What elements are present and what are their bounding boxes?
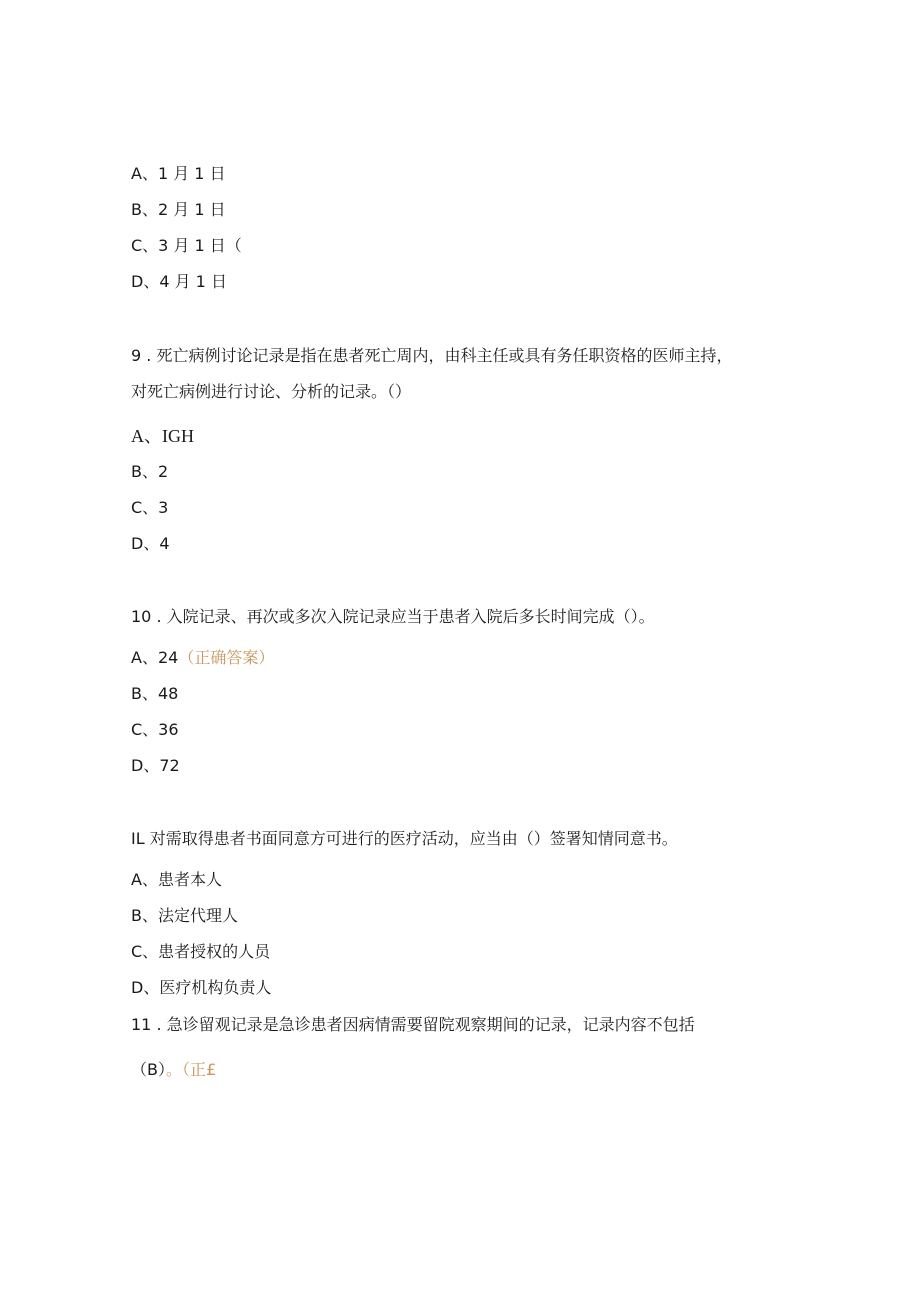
q11b-question-line2 — [131, 1059, 216, 1081]
q9-question-line2: 对死亡病例进行讨论、分析的记录。（） — [131, 382, 412, 401]
q11a-option-d: D、医疗机构负责人 — [131, 978, 272, 997]
q9-option-b: B、2 — [131, 462, 169, 481]
q10-option-a — [131, 647, 274, 669]
q11a-question: IL 对需取得患者书面同意方可进行的医疗活动，应当由（）签署知情同意书。 — [131, 829, 678, 848]
q11b-question-line1: 11 . 急诊留观记录是急诊患者因病情需要留院观察期间的记录，记录内容不包括 — [131, 1015, 695, 1034]
q11a-option-c: C、患者授权的人员 — [131, 942, 271, 961]
q11a-option-b: B、法定代理人 — [131, 906, 238, 925]
q10-option-d: D、72 — [131, 756, 180, 775]
q11b-answer-note: 。（正£ — [165, 1060, 217, 1079]
q9-option-a — [131, 425, 194, 448]
q8-option-a: A、1 月 1 日 — [131, 164, 226, 183]
q10-option-c: C、36 — [131, 720, 179, 739]
q9-option-c: C、3 — [131, 498, 169, 517]
q8-option-b: B、2 月 1 日 — [131, 200, 226, 219]
q10-option-b: B、48 — [131, 684, 179, 703]
q9-option-a-label: A、IGH — [131, 426, 194, 446]
correct-answer-note: （正确答案） — [178, 648, 275, 667]
q10-option-a-label: A、24 — [131, 648, 179, 667]
q11a-option-a: A、患者本人 — [131, 870, 222, 889]
q9-question-line1: 9 . 死亡病例讨论记录是指在患者死亡周内，由科主任或具有务任职资格的医师主持， — [131, 346, 733, 365]
q9-option-d: D、4 — [131, 534, 170, 553]
q8-option-c: C、3 月 1 日（ — [131, 236, 242, 255]
q11b-answer: （B） — [131, 1060, 166, 1079]
q8-option-d: D、4 月 1 日 — [131, 272, 227, 291]
q10-question: 10 . 入院记录、再次或多次入院记录应当于患者入院后多长时间完成（）。 — [131, 607, 655, 626]
